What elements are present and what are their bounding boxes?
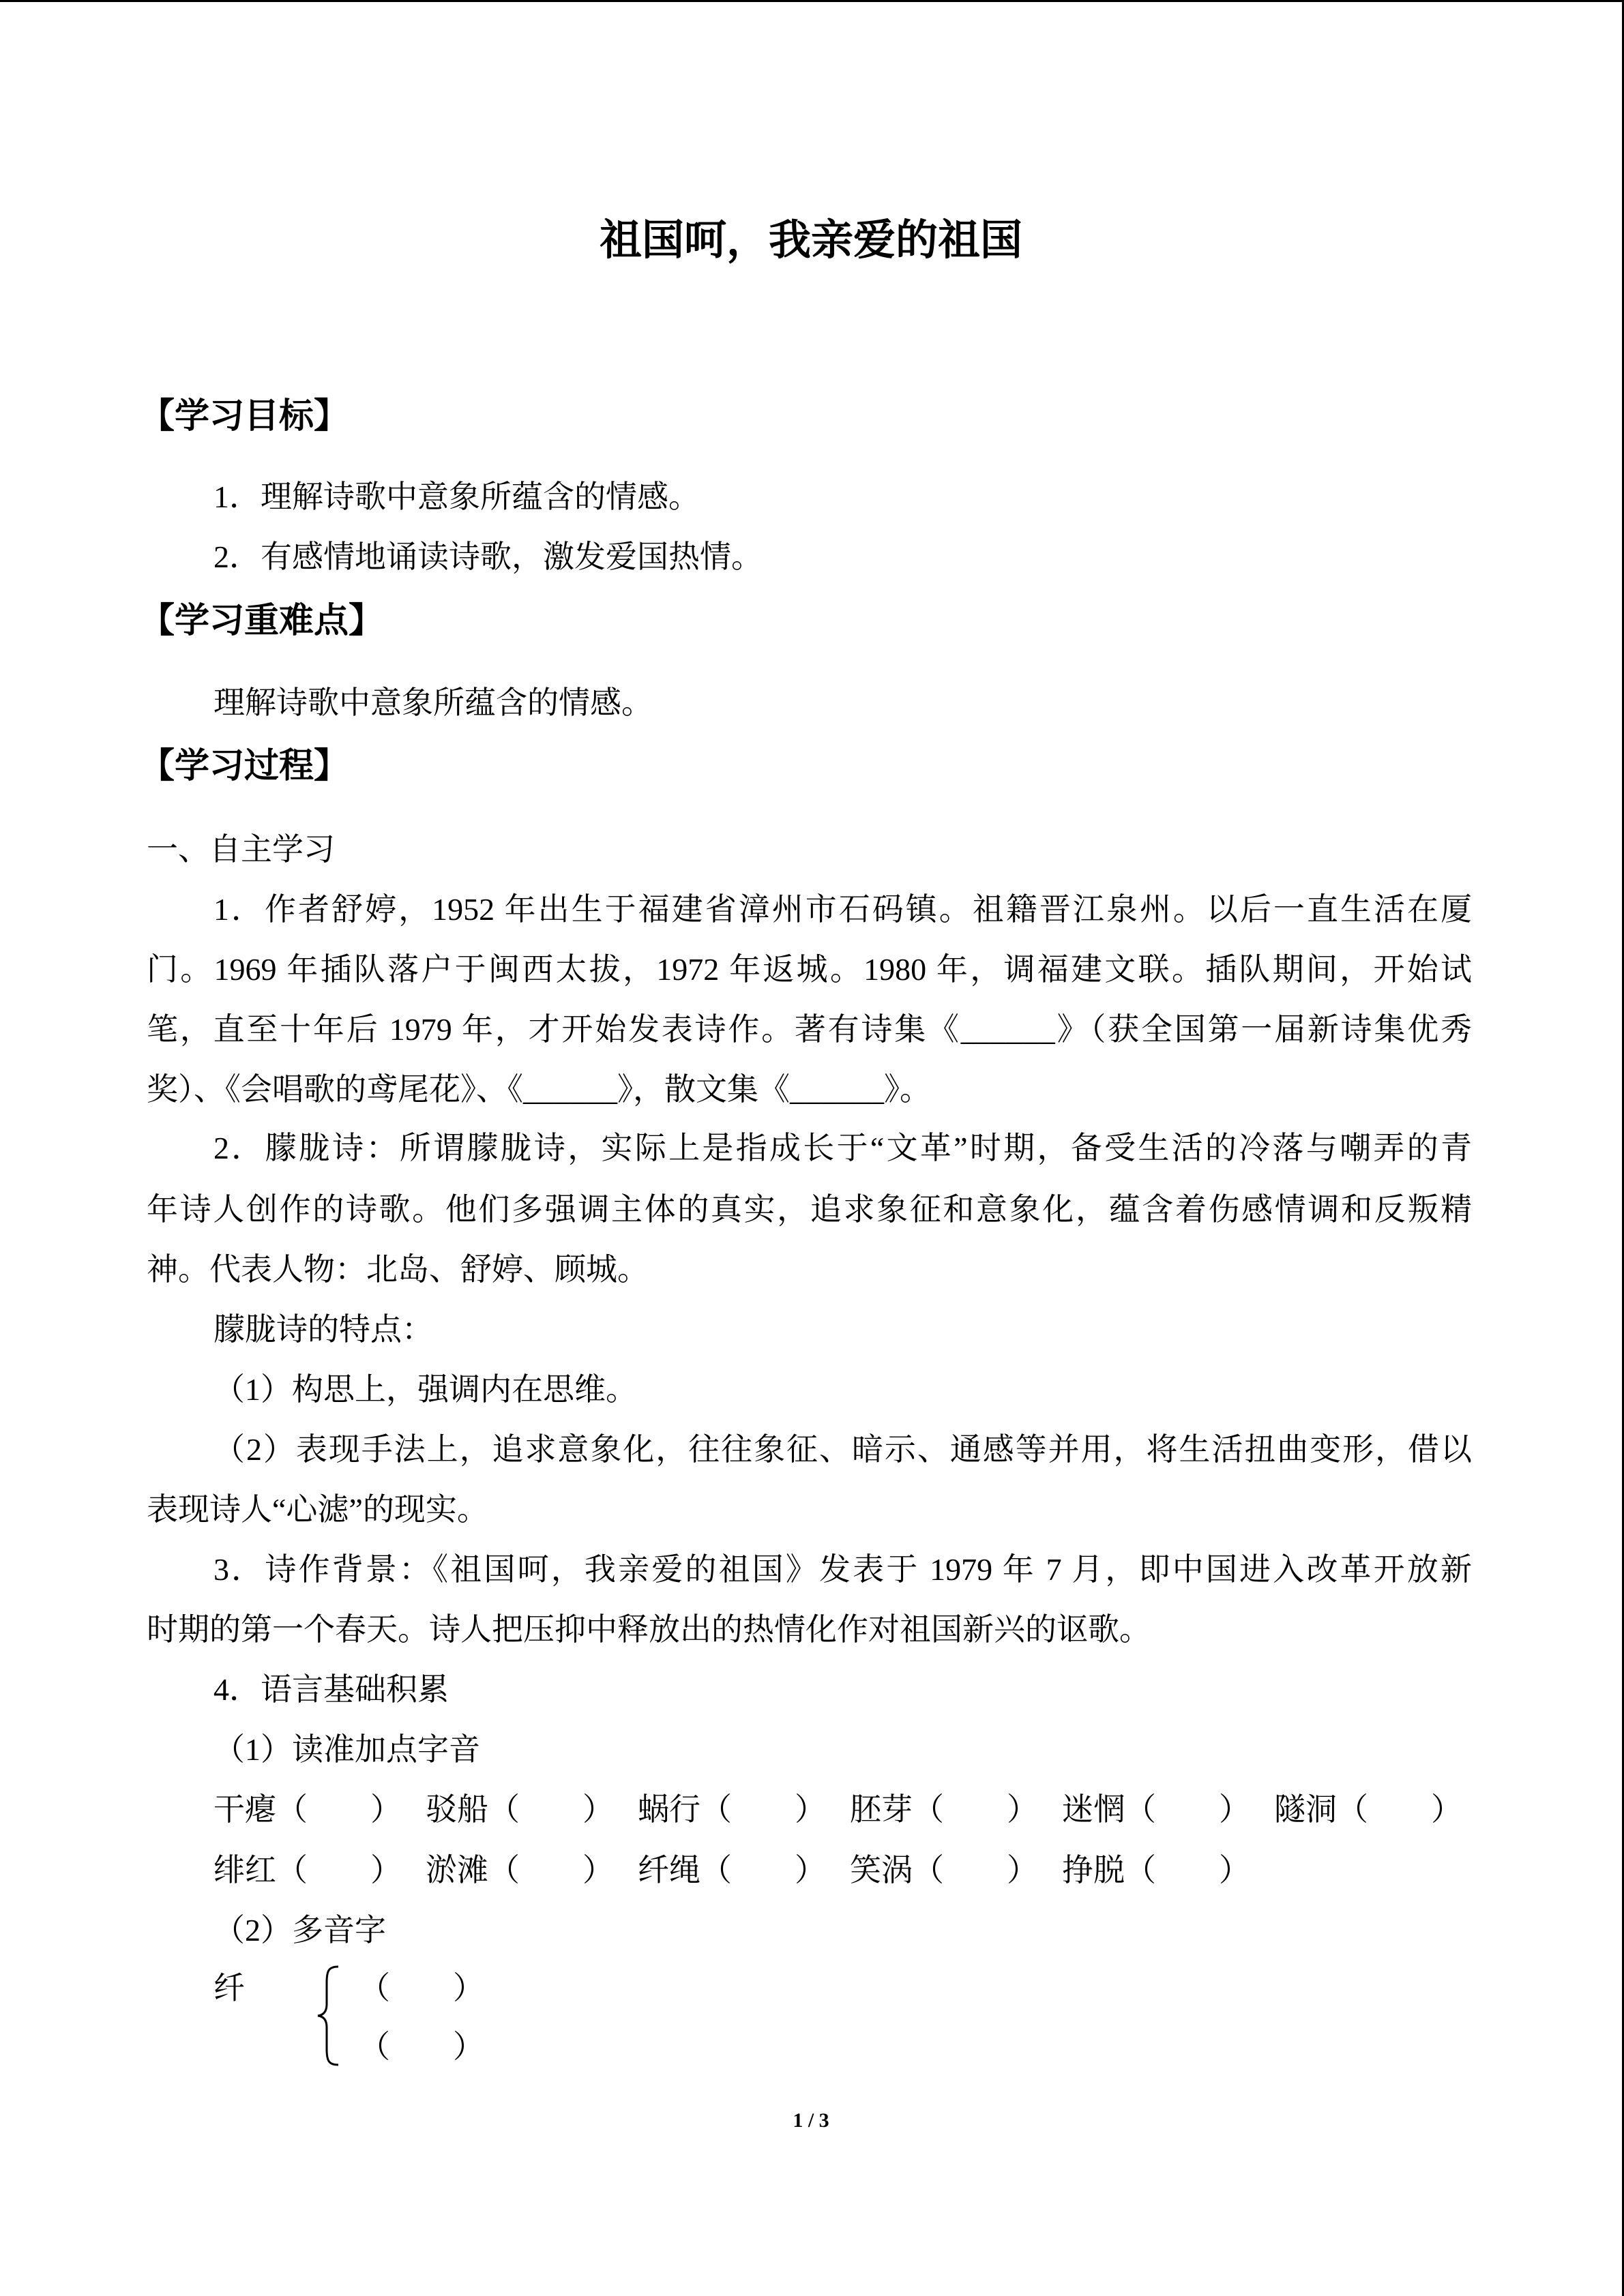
pronunciation-row (213, 1840, 1274, 1900)
pronunciation-item: 淤滩（ ） (426, 1853, 614, 1888)
background-paragraph-line: 3．诗作背景：《祖国呵，我亲爱的祖国》发表于 1979 年 7 月，即中国进入改革开放新 (213, 1552, 1472, 1587)
goal-item: 2．有感情地诵读诗歌，激发爱国热情。 (213, 539, 763, 574)
pronunciation-row (213, 1780, 1465, 1840)
page-title: 祖国呵，我亲爱的祖国 (599, 218, 1022, 264)
features-title: 朦胧诗的特点： (213, 1312, 433, 1347)
learning-goals-heading: 【学习目标】 (140, 398, 349, 436)
curly-brace-icon (315, 1965, 342, 2067)
author-paragraph-line: 奖）、《会唱歌的鸢尾花》、《______》，散文集《______》。 (147, 1072, 931, 1107)
pronunciation-item: 纤绳（ ） (638, 1853, 826, 1888)
feature-item: （1）构思上，强调内在思维。 (213, 1372, 637, 1407)
polyphone-blank: （ ） (359, 1971, 484, 2006)
page-number: 1 / 3 (793, 2109, 829, 2132)
menglong-paragraph-line: 2．朦胧诗：所谓朦胧诗，实际上是指成长于“文革”时期，备受生活的冷落与嘲弄的青 (213, 1131, 1472, 1165)
language-title: 4．语言基础积累 (213, 1672, 449, 1707)
learning-process-heading: 【学习过程】 (140, 747, 349, 786)
feature-item-line: （2）表现手法上，追求意象化，往往象征、暗示、通感等并用，将生活扭曲变形，借以 (213, 1432, 1472, 1467)
pronunciation-item: 笑涡（ ） (850, 1853, 1038, 1888)
pronunciation-item: 胚芽（ ） (850, 1792, 1038, 1827)
key-points-heading: 【学习重难点】 (140, 602, 384, 640)
author-paragraph-line: 门。1969 年插队落户于闽西太拔，1972 年返城。1980 年，调福建文联。插队期间，开始试 (147, 952, 1472, 987)
polyphone-character: 纤 (213, 1971, 245, 2006)
part1-title: 一、自主学习 (147, 832, 335, 867)
pronunciation-item: 挣脱（ ） (1062, 1853, 1250, 1888)
pronunciation-item: 绯红（ ） (213, 1853, 402, 1888)
pronunciation-item: 蜗行（ ） (638, 1792, 826, 1827)
key-points-text: 理解诗歌中意象所蕴含的情感。 (213, 685, 653, 720)
pronunciation-item: 干瘪（ ） (213, 1792, 402, 1827)
polyphone-blank: （ ） (359, 2029, 484, 2064)
menglong-paragraph-line: 年诗人创作的诗歌。他们多强调主体的真实，追求象征和意象化，蕴含着伤感情调和反叛精 (147, 1192, 1472, 1227)
author-paragraph-line: 笔，直至十年后 1979 年，才开始发表诗作。著有诗集《______》（获全国第一届新诗集优秀 (147, 1012, 1472, 1047)
goal-item: 1．理解诗歌中意象所蕴含的情感。 (213, 479, 700, 514)
pronunciation-item: 驳船（ ） (426, 1792, 614, 1827)
pronunciation-item: 隧洞（ ） (1274, 1792, 1462, 1827)
author-paragraph-line: 1．作者舒婷，1952 年出生于福建省漳州市石码镇。祖籍晋江泉州。以后一直生活在厦 (213, 892, 1472, 927)
pronunciation-item: 迷惘（ ） (1062, 1792, 1250, 1827)
polyphone-title: （2）多音字 (213, 1913, 386, 1948)
pronunciation-title: （1）读准加点字音 (213, 1732, 480, 1767)
background-paragraph-line: 时期的第一个春天。诗人把压抑中释放出的热情化作对祖国新兴的讴歌。 (147, 1612, 1151, 1647)
feature-item-line: 表现诗人“心滤”的现实。 (147, 1492, 488, 1527)
menglong-paragraph-line: 神。代表人物：北岛、舒婷、顾城。 (147, 1252, 649, 1287)
